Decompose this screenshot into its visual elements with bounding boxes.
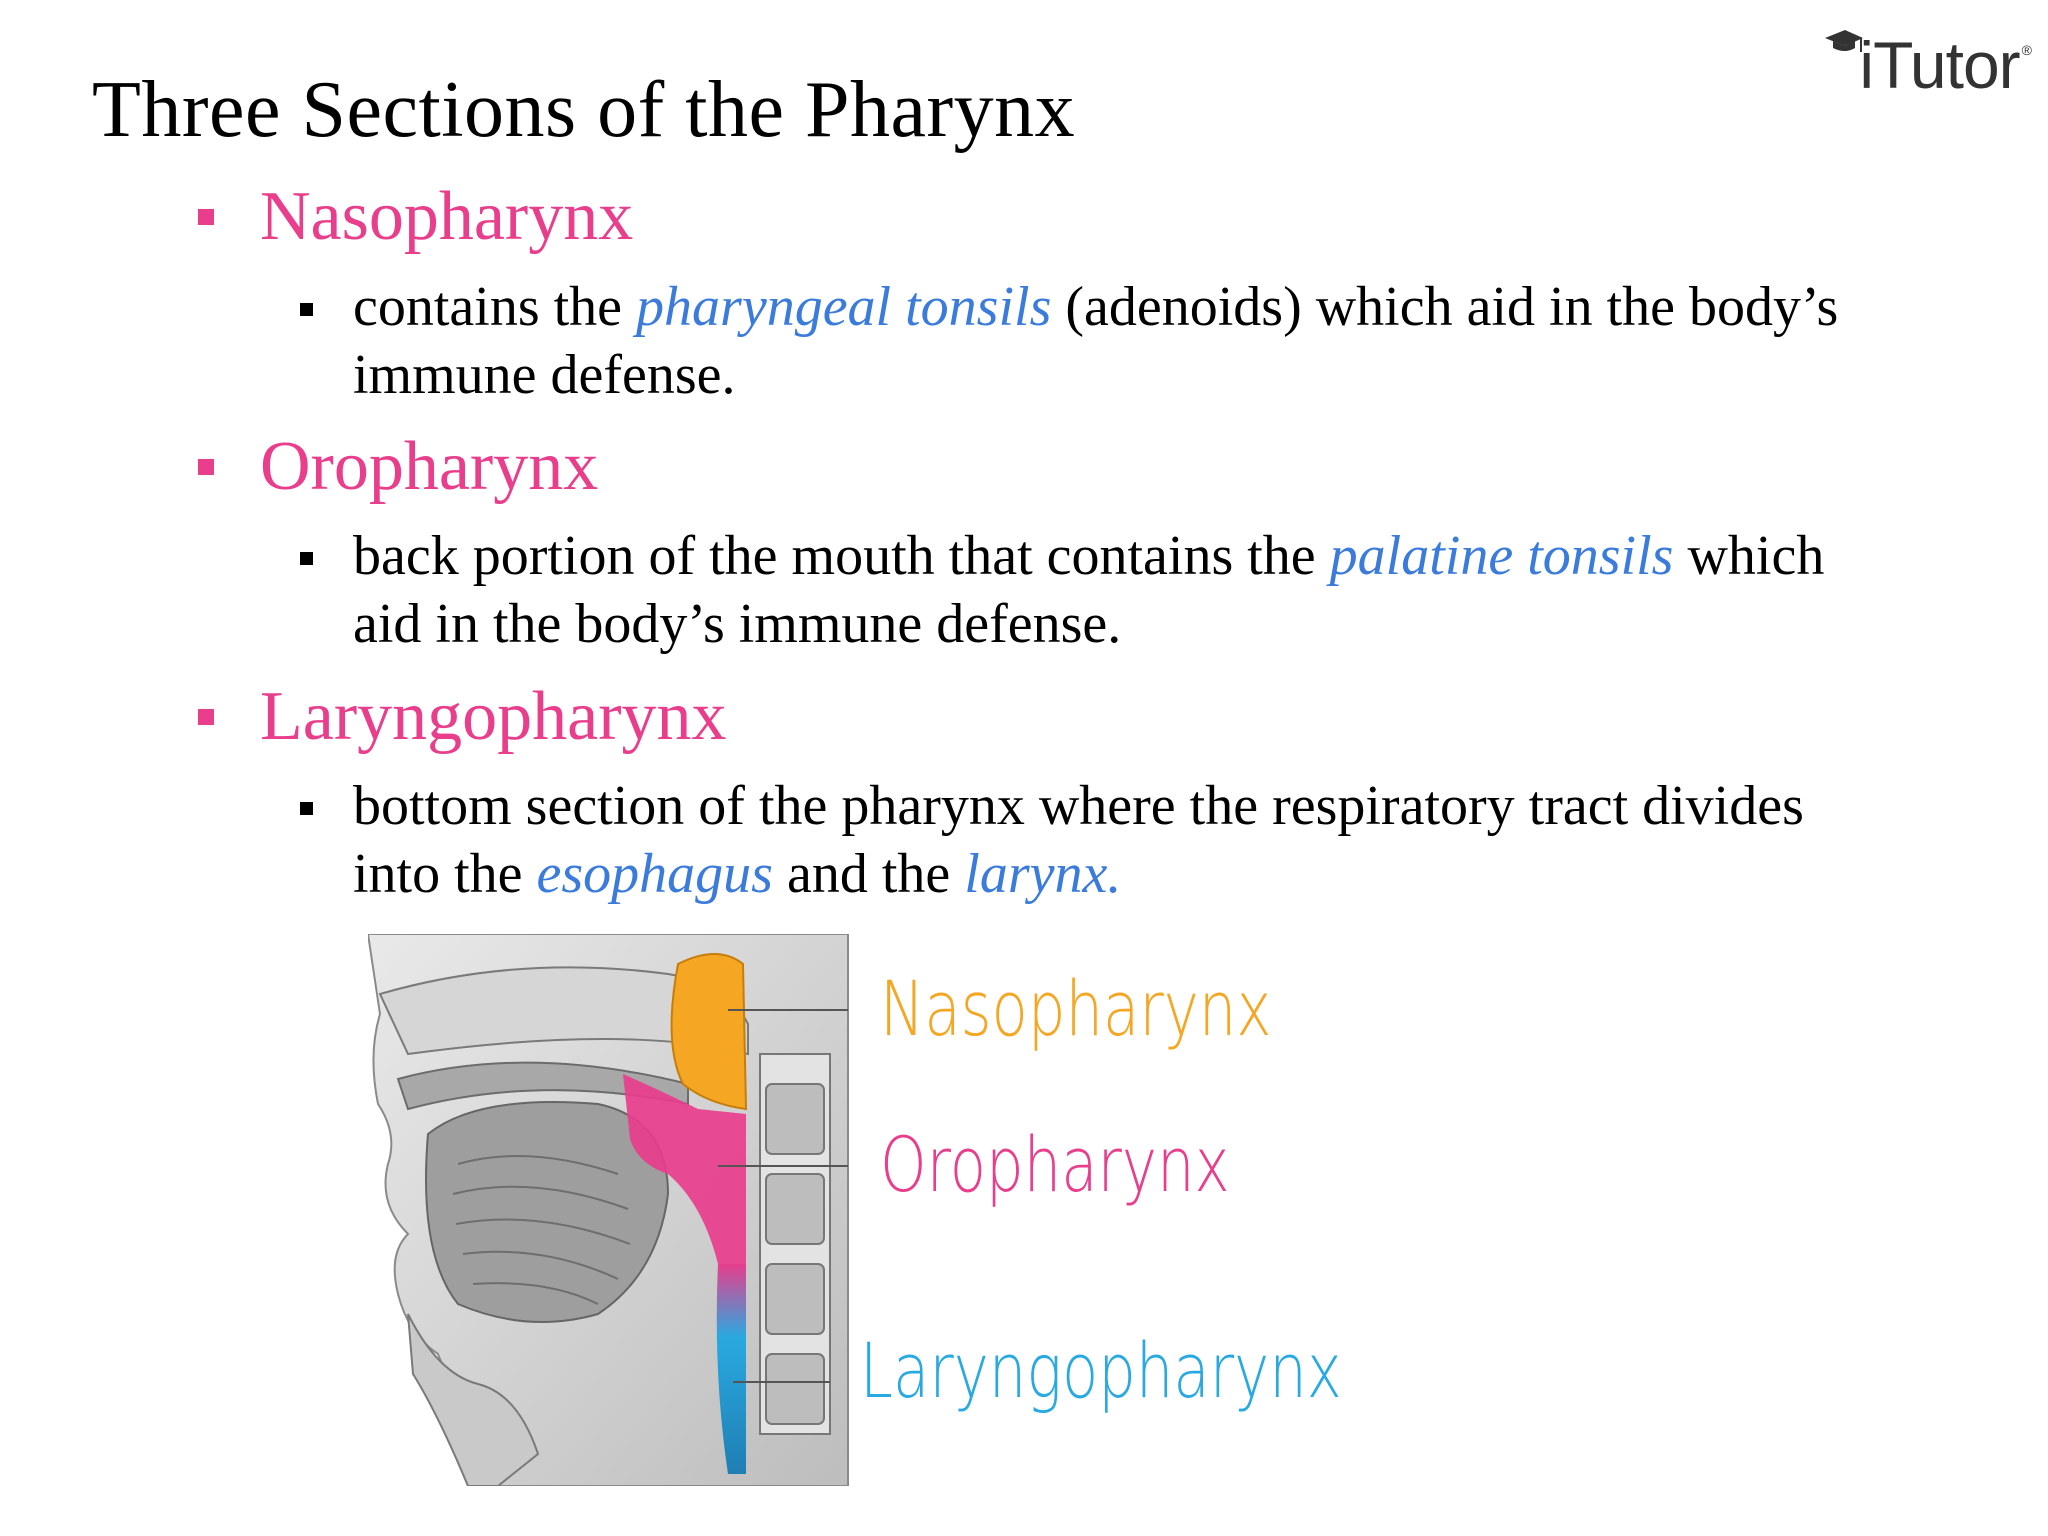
desc-part: and the (772, 843, 965, 905)
section-heading-oropharynx (198, 428, 599, 505)
desc-part: (adenoids) which aid in the body’s immune defense. (353, 276, 1839, 406)
desc-emphasis: larynx. (964, 843, 1122, 905)
desc-text (353, 273, 1860, 409)
section-desc-laryngopharynx (300, 772, 1860, 908)
bullet-square-icon (300, 802, 313, 815)
bullet-square-icon (198, 459, 214, 475)
desc-emphasis: palatine tonsils (1329, 525, 1674, 587)
registered-mark: ® (2021, 42, 2032, 58)
slide-title: Three Sections of the Pharynx (92, 66, 1076, 154)
desc-text (353, 522, 1860, 658)
bullet-square-icon (300, 552, 313, 565)
bullet-square-icon (300, 303, 313, 316)
label-laryngopharynx: Laryngopharynx (860, 1326, 1342, 1415)
desc-part: contains the (353, 276, 637, 338)
desc-part: back portion of the mouth that contains the (353, 525, 1330, 587)
section-heading-nasopharynx (198, 178, 634, 255)
section-desc-nasopharynx (300, 273, 1860, 409)
heading-text: Nasopharynx (260, 178, 634, 255)
heading-text: Oropharynx (260, 428, 599, 505)
logo-text: iTutor (1859, 28, 2020, 102)
heading-text: Laryngopharynx (260, 678, 727, 755)
bullet-square-icon (198, 709, 214, 725)
section-desc-oropharynx (300, 522, 1860, 658)
desc-part: bottom section of the pharynx where the respiratory tract divides into the (353, 775, 1804, 905)
desc-text (353, 772, 1860, 908)
bullet-square-icon (198, 209, 214, 225)
label-oropharynx: Oropharynx (880, 1120, 1230, 1209)
desc-emphasis: pharyngeal tonsils (636, 276, 1052, 338)
desc-emphasis: esophagus (536, 843, 773, 905)
pharynx-diagram (368, 934, 1342, 1486)
itutor-logo (1823, 28, 2032, 102)
section-heading-laryngopharynx (198, 678, 727, 755)
label-nasopharynx: Nasopharynx (880, 964, 1272, 1053)
desc-part: which aid in the body’s immune defense. (353, 525, 1825, 655)
